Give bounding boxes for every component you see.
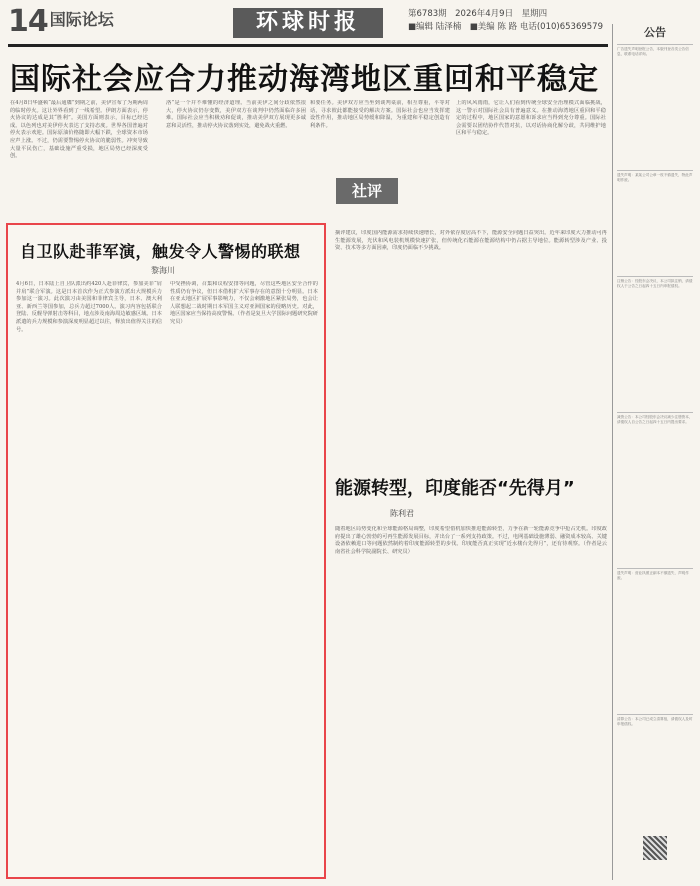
editorial-column-3: 和要任务。美伊双方应当坐到谈判桌前，相互尊重，平等对话，寻求彼此都能接受的解决方案。国际社会也应当发挥建设性作用，推动地区局势缓和降温，为重建和平稳定创造有利条件。 xyxy=(310,100,450,129)
newspaper-logo: 环球时报 xyxy=(233,8,383,38)
editorial-column-1: 在4月8日华盛顿“最后通牒”到期之前，美伊宣布了为期两周的临时停火。这让外界看到了一线希望。伊朗方面表示，停火协议的达成是其“胜利”。美国方面则表示，目标已经达成。以色列也对美伊停火表达了支持态度。世界各国普遍对停火表示欢迎。国际原油价格随即大幅下跌，全球资本市场应声上涨。不过，仍需要警惕停火协议的脆弱性。冲突导致大量平民伤亡，基础设施严重受损，地区局势已经深度受创。 xyxy=(10,100,148,160)
feature-body-column-1: 4月6日，日本陆上自卫队派出约420人赴菲律宾，参加美菲“肩并肩”联合军演。这是日本首次作为正式参演方派出大规模兵力参加这一演习。此次演习由美国和菲律宾主导，日本、澳大利亚、新西兰等国参加，总兵力超过7000人。演习内容包括联合登陆、反舰导弹射击等科目，地点涉及南海周边敏感区域。日本派遣的兵力规模和参演深度明显超过以往，释放出值得关注的信号。 xyxy=(16,281,162,333)
main-headline: 国际社会应合力推动海湾地区重回和平稳定 xyxy=(10,62,599,97)
feature-author: 黎海川 xyxy=(151,266,175,275)
notice-item: 注销公告：经股东会决议，本公司拟注销，请债权人于公告之日起四十五日内申报债权。 xyxy=(617,276,693,409)
middle-article-body: 摘评建议，印度国内能源需求持续快速增长，对外依存度居高不下，能源安全问题日益突出。近年来印度大力推动可再生能源发展，光伏和风电装机规模快速扩张，但传统化石能源在能源结构中仍占据主导地位。能源转型涉及产业、投资、技术等多方面因素，印度仍面临不少挑战。 xyxy=(335,230,607,252)
page-number xyxy=(8,4,114,39)
editor-credits: ■编辑 陆泽楠 ■美编 陈 路 电话(010)65369579 xyxy=(408,22,603,32)
feature-body-column-2: 中受挫协调，召集和议程安排等问题，尽管这些地区安全合作的性质仍有争议，但日本借机扩大军事存在的意图十分明显。日本在亚太地区扩展军事影响力，不仅会刺激地区紧张局势，也会让人联想起二战时期日本军国主义对亚洲国家的侵略历史。对此，地区国家应当保持高度警惕。（作者是复旦大学国际问题研究院研究员） xyxy=(170,281,318,325)
section-title: 国际论坛 xyxy=(49,10,114,29)
issue-date: 第6783期 2026年4月9日 星期四 xyxy=(408,9,548,19)
second-article-body: 随着地区局势变化和全球能源格局调整，印度希望借机加快推进能源转型，力争在新一轮能源竞争中抢占先机。印度政府提出了雄心勃勃的可再生能源发展目标，并出台了一系列支持政策。不过，电网基础设施薄弱、融资成本较高、关键设备依赖进口等问题依然制约着印度能源转型的步伐。印度能否真正实现“近水楼台先得月”，还有待观察。（作者是云南省社会科学院副院长、研究员） xyxy=(335,526,607,555)
editorial-column-2: 洛”是一个并不难懂的经济道理。当前美伊之间分歧依然很大，停火协议仍存变数，美伊双方在谈判中仍然面临许多困难。国际社会应当积极劝和促谈，推动美伊双方展现更多诚意和灵活性，推动停火协议落到实处，避免战火重燃。 xyxy=(166,100,306,129)
notice-item: 遗失声明：某某公司公章一枚不慎遗失，特此声明作废。 xyxy=(617,170,693,273)
notice-item: 减资公告：本公司经股东会决议减少注册资本，请债权人自公告之日起四十五日内提出要求。 xyxy=(617,412,693,565)
feature-article-box xyxy=(6,223,326,879)
sidebar-title: 公告 xyxy=(644,26,666,39)
issue-info xyxy=(408,8,603,34)
page-number-digits: 14 xyxy=(8,4,48,39)
notice-item: 清算公告：本公司已成立清算组，请债权人及时申报债权。 xyxy=(617,714,693,827)
editorial-column-4: 上的风风雨雨，它让人们看到传统全球安全治理模式面临挑战，这一警示对国际社会具有普遍意义。在推动海湾地区重回和平稳定的过程中，地区国家的意愿和诉求应当得到充分尊重。国际社会需要以团结协作代替对抗，以对话协商化解分歧，共同维护地区和平与稳定。 xyxy=(456,100,606,137)
feature-title: 自卫队赴菲军演，触发令人警惕的联想 xyxy=(20,242,301,261)
top-divider xyxy=(8,44,608,47)
masthead xyxy=(0,0,700,46)
notice-item: 广告遗失声明登报公告，本版刊登各类公告信息，联系电话详询。 xyxy=(617,44,693,167)
qr-code-icon xyxy=(643,836,667,860)
second-article-author: 陈利君 xyxy=(390,509,414,518)
second-article-title: 能源转型，印度能否“先得月” xyxy=(335,478,575,499)
editorial-badge: 社评 xyxy=(336,178,398,204)
notice-sidebar xyxy=(612,24,697,880)
notice-item: 遗失声明：营业执照正副本不慎遗失，声明作废。 xyxy=(617,568,693,711)
